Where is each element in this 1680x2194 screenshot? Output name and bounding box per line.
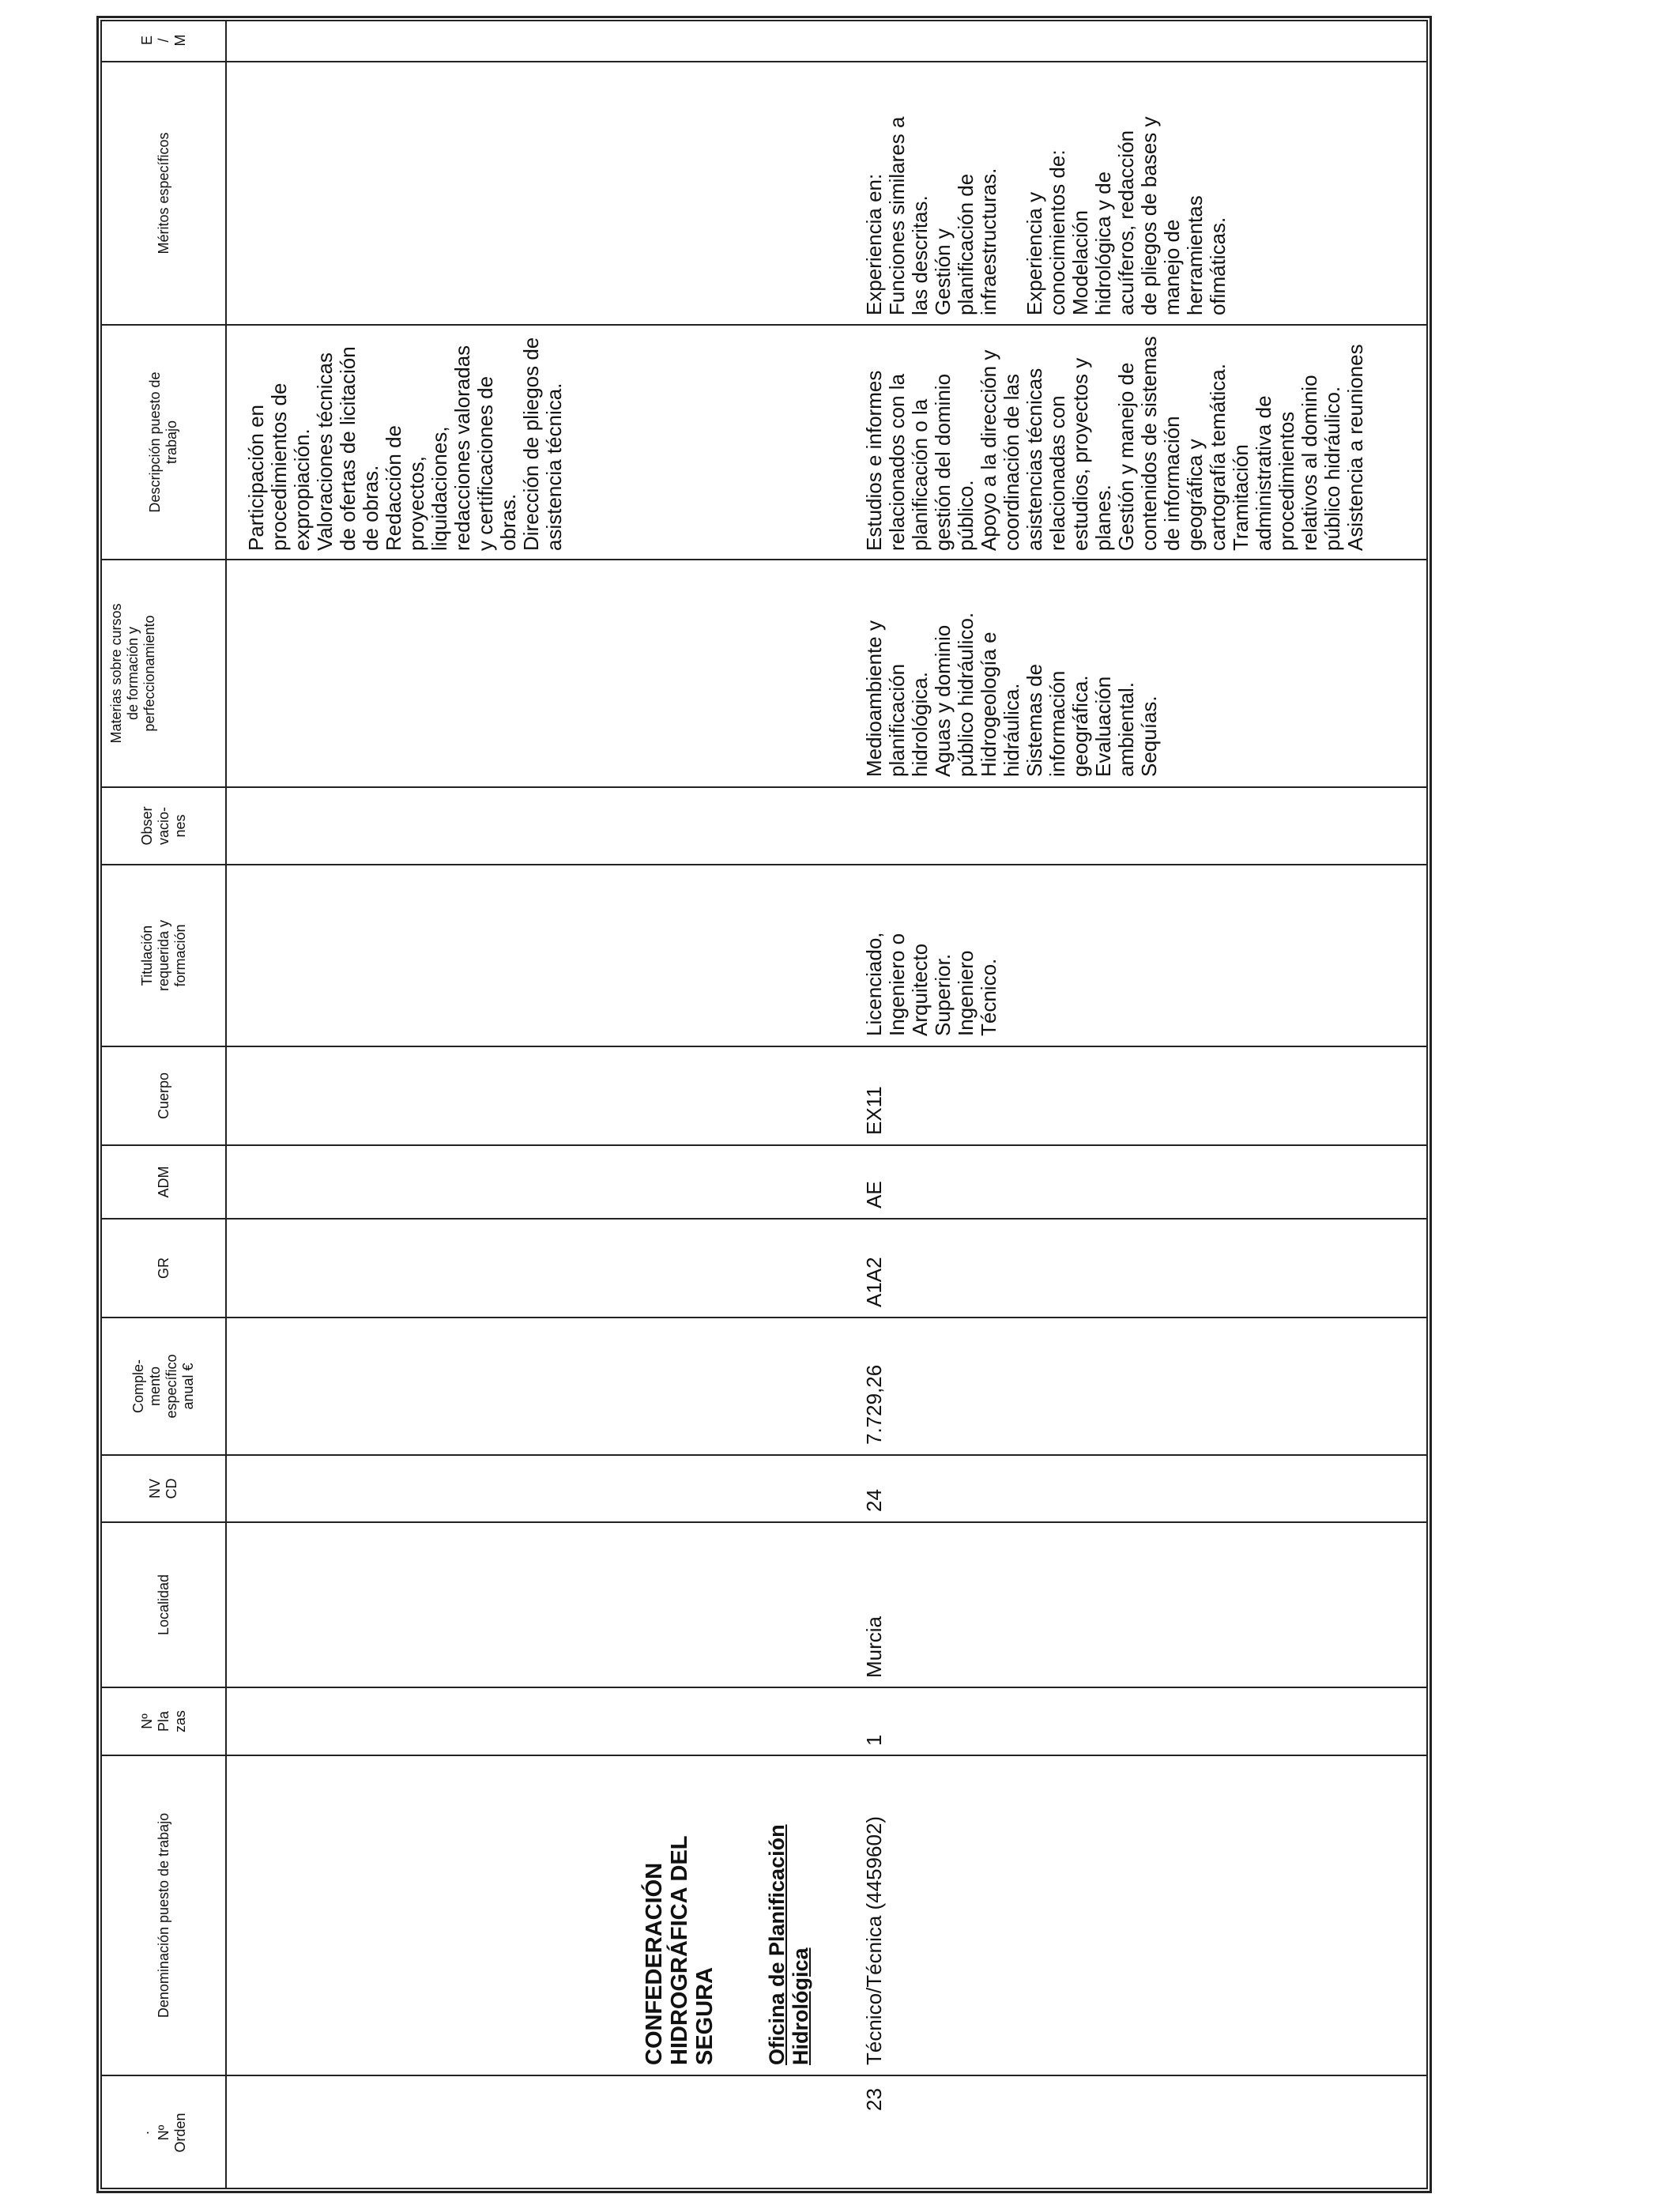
row-titulacion: Licenciado, Ingeniero o Arquitecto Superior. Ingeniero Técnico. [862, 932, 1000, 1036]
row-nvcd: 24 [862, 1489, 886, 1512]
row-plazas: 1 [862, 1734, 886, 1746]
row-denominacion: Técnico/Técnica (4459602) [862, 1815, 886, 2065]
row-gr: A1A2 [862, 1257, 886, 1307]
header-denominacion: Denominación puesto de trabajo [155, 1812, 171, 2019]
continued-description: Participación en procedimientos de expropiación. Valoraciones técnicas de ofertas de licitación de obras. Redacción de proyectos, liquidaciones, redacciones valoradas y certificaciones de obras. Dirección de pliegos de asistencia técnica. [244, 337, 566, 551]
header-complemento: Comple- mento específico anual € [130, 1354, 196, 1419]
rotated-page [96, 16, 1432, 2193]
col-sep [100, 1687, 1428, 1688]
header-localidad: Localidad [155, 1574, 171, 1636]
row-adm: AE [862, 1181, 886, 1208]
row-meritos: Experiencia en: Funciones similares a las descritas. Gestión y planificación de infraestructuras. Experiencia y conocimientos de: Modelación hidrológica y de acuíferos, redacción de pliegos de bases y manejo de herramientas ofimáticas. [862, 116, 1230, 315]
header-orden: · Nº Orden [138, 2113, 188, 2153]
row-materias: Medioambiente y planificación hidrológica. Aguas y dominio público hidráulico. Hidrogeología e hidráulica. Sistemas de información geográfica. Evaluación ambiental. Sequías. [862, 612, 1161, 777]
col-sep [100, 1046, 1428, 1047]
col-sep [100, 61, 1428, 62]
col-sep [100, 1317, 1428, 1318]
row-orden: 23 [862, 2088, 886, 2111]
col-sep [100, 2075, 1428, 2076]
header-descripcion: Descripción puesto de trabajo [147, 371, 179, 513]
header-meritos: Méritos específicos [155, 132, 171, 254]
header-adm: ADM [155, 1166, 171, 1198]
col-sep [100, 786, 1428, 788]
header-nvcd: NV CD [147, 1478, 179, 1499]
col-sep [100, 1454, 1428, 1456]
row-descripcion: Estudios e informes relacionados con la planificación o la gestión del dominio público. Apoyo a la dirección y coordinación de las asistencias técnicas relacionadas con estudios, proyectos y planes. Gestión y manejo de contenidos de sistemas de información geográfica y cartografía temática. Tramitación administrativa de procedimientos relativos al dominio público hidráulico. Asistencia a reuniones [862, 336, 1367, 551]
row-cuerpo: EX11 [862, 1086, 886, 1135]
header-gr: GR [155, 1257, 171, 1279]
col-sep [100, 1218, 1428, 1220]
office-name: Oficina de Planificación Hidrológica [765, 1824, 812, 2065]
col-sep [100, 1521, 1428, 1523]
header-plazas: Nº Pla zas [138, 1710, 188, 1733]
row-complemento: 7.729,26 [862, 1364, 886, 1445]
organization-name: CONFEDERACIÓN HIDROGRÁFICA DEL SEGURA [642, 1835, 718, 2065]
header-materias: Materias sobre cursos de formación y perfeccionamiento [108, 603, 157, 744]
row-localidad: Murcia [862, 1615, 886, 1678]
header-cuerpo: Cuerpo [155, 1072, 171, 1120]
col-sep [100, 864, 1428, 865]
col-sep [100, 1755, 1428, 1756]
header-em: E / M [138, 34, 188, 47]
col-sep [100, 559, 1428, 560]
header-titulacion: Titulación requerida y formación [138, 919, 188, 992]
header-observaciones: Obser vacio- nes [138, 806, 188, 846]
col-sep [100, 1144, 1428, 1146]
